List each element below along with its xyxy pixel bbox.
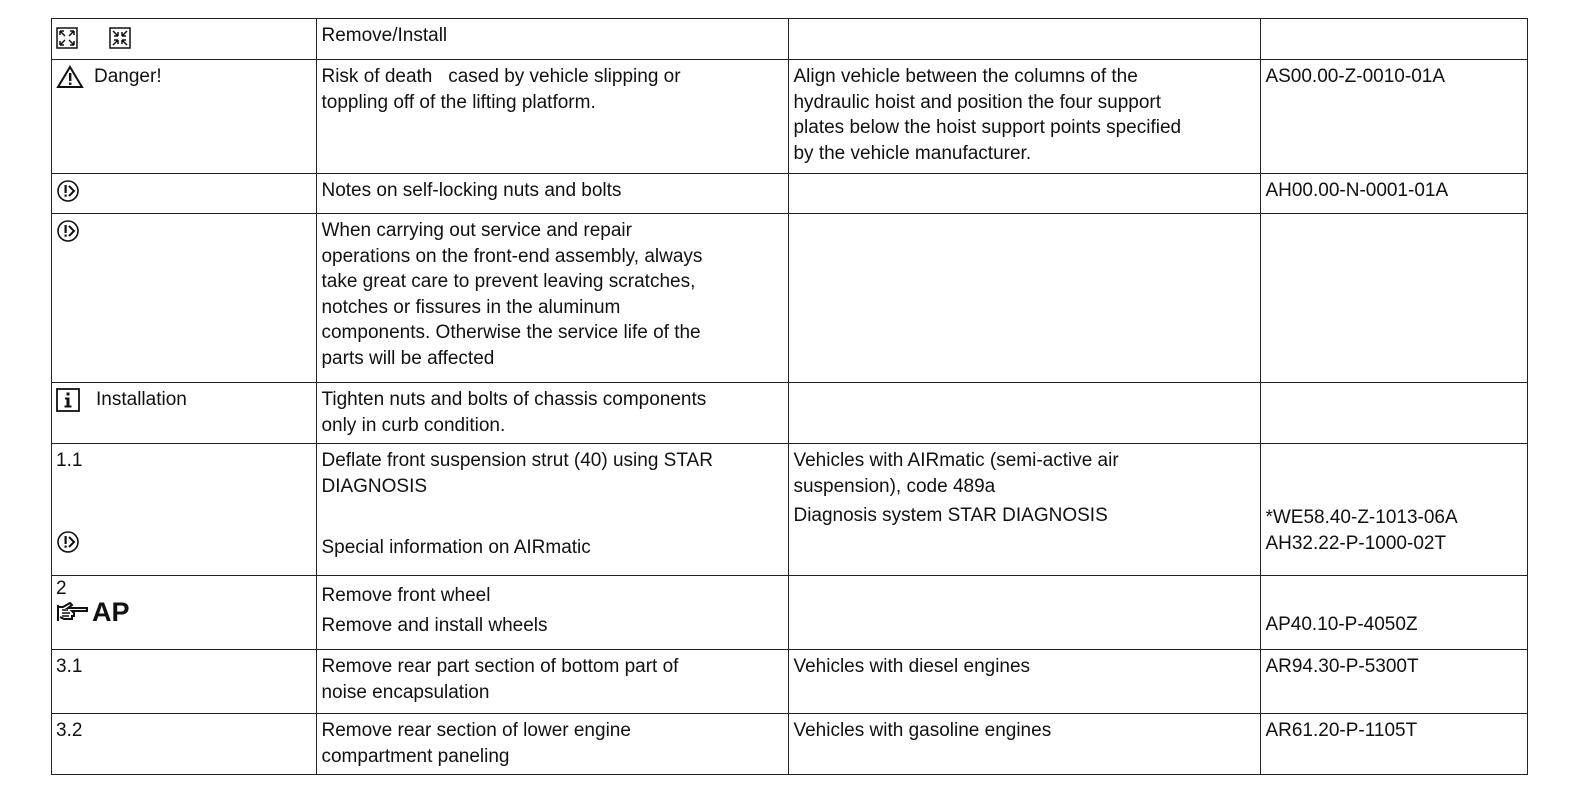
step-text: Notes on self-locking nuts and bolts [321,180,622,201]
step-text: parts will be affected [321,347,495,369]
condition-text: Vehicles with gasoline engines [793,720,1052,741]
condition-cell [789,60,1261,174]
step-text: noise encapsulation [321,681,490,703]
step-text: Tighten nuts and bolts of chassis components [321,389,707,410]
table-row [52,214,1528,383]
step-text-cell [317,650,789,714]
note-icon [56,179,80,203]
table-row [52,174,1528,214]
table-row [52,60,1528,174]
step-number: 2 [56,578,67,599]
reference-cell [1261,714,1528,775]
step-text: Remove/Install [321,25,448,46]
step-number: 3.2 [56,720,83,741]
installation-label: Installation [96,389,187,411]
reference-link[interactable]: AR61.20-P-1105T [1265,720,1418,741]
step-text: operations on the front-end assembly, always [321,245,703,267]
pointing-hand-icon [56,601,90,625]
procedure-table [51,18,1528,775]
step-text: Remove and install wheels [321,614,548,636]
row-icon-cell [52,214,317,383]
step-number: 3.1 [56,656,83,677]
step-text-cell [317,714,789,775]
step-text: compartment paneling [321,745,510,767]
table-row [52,19,1528,60]
condition-cell [789,714,1261,775]
table-row [52,383,1528,444]
condition-cell [789,576,1261,650]
condition-cell [789,174,1261,214]
info-icon [56,388,80,412]
condition-text: hydraulic hoist and position the four support [793,91,1162,113]
ap-label: AP [92,597,130,628]
row-icon-cell [52,383,317,444]
row-icon-cell [52,650,317,714]
step-text: toppling off of the lifting platform. [321,91,596,113]
step-text: Deflate front suspension strut (40) using STAR [321,450,713,471]
step-text-cell [317,214,789,383]
condition-cell [789,444,1261,576]
condition-text: Diagnosis system STAR DIAGNOSIS [793,505,1108,526]
condition-cell [789,383,1261,444]
table-row [52,576,1528,650]
step-text: When carrying out service and repair [321,220,632,241]
step-text: Remove rear part section of bottom part of [321,656,679,677]
step-text: Risk of death cased by vehicle slipping or [321,66,681,87]
row-icon-cell [52,576,317,650]
condition-text: by the vehicle manufacturer. [793,142,1032,164]
condition-text: suspension), code 489a [793,475,996,497]
reference-cell [1261,214,1528,383]
table-row [52,714,1528,775]
reference-link[interactable]: AH00.00-N-0001-01A [1265,180,1449,201]
step-text: Special information on AIRmatic [321,537,591,558]
condition-cell [789,650,1261,714]
reference-cell [1261,650,1528,714]
reference-link[interactable]: AH32.22-P-1000-02T [1265,532,1447,554]
condition-cell [789,214,1261,383]
reference-cell [1261,60,1528,174]
reference-cell [1261,383,1528,444]
row-icon-cell [52,714,317,775]
row-icon-cell [52,19,317,60]
step-text-cell [317,19,789,60]
condition-text: Vehicles with diesel engines [793,656,1031,677]
condition-text: Align vehicle between the columns of the [793,66,1138,87]
condition-text: plates below the hoist support points specified [793,117,1182,138]
row-icon-cell [52,444,317,576]
row-icon-cell [52,174,317,214]
reference-link[interactable]: AP40.10-P-4050Z [1265,614,1418,635]
step-text-cell [317,174,789,214]
condition-text: Vehicles with AIRmatic (semi-active air [793,450,1119,471]
reference-link[interactable]: *WE58.40-Z-1013-06A [1265,507,1458,528]
reference-cell [1261,444,1528,576]
warning-triangle-icon [56,65,84,89]
step-number: 1.1 [56,450,83,471]
step-text-cell [317,576,789,650]
reference-link[interactable]: AS00.00-Z-0010-01A [1265,66,1446,87]
step-text: Remove rear section of lower engine [321,720,631,741]
step-text-cell [317,444,789,576]
danger-label: Danger! [94,66,162,88]
step-text: notches or fissures in the aluminum [321,296,621,318]
table-row [52,444,1528,576]
reference-cell [1261,19,1528,60]
step-text: take great care to prevent leaving scratches, [321,271,696,292]
step-text: Remove front wheel [321,585,491,606]
step-text: only in curb condition. [321,414,506,436]
collapse-icon [109,27,131,49]
reference-link[interactable]: AR94.30-P-5300T [1265,656,1419,677]
reference-cell [1261,174,1528,214]
step-text-cell [317,60,789,174]
step-text-cell [317,383,789,444]
step-text: DIAGNOSIS [321,475,428,497]
row-icon-cell [52,60,317,174]
table-row [52,650,1528,714]
note-icon [56,530,80,554]
condition-cell [789,19,1261,60]
note-icon [56,219,80,243]
reference-cell [1261,576,1528,650]
step-text: components. Otherwise the service life of the [321,322,701,343]
expand-icon [56,27,78,49]
